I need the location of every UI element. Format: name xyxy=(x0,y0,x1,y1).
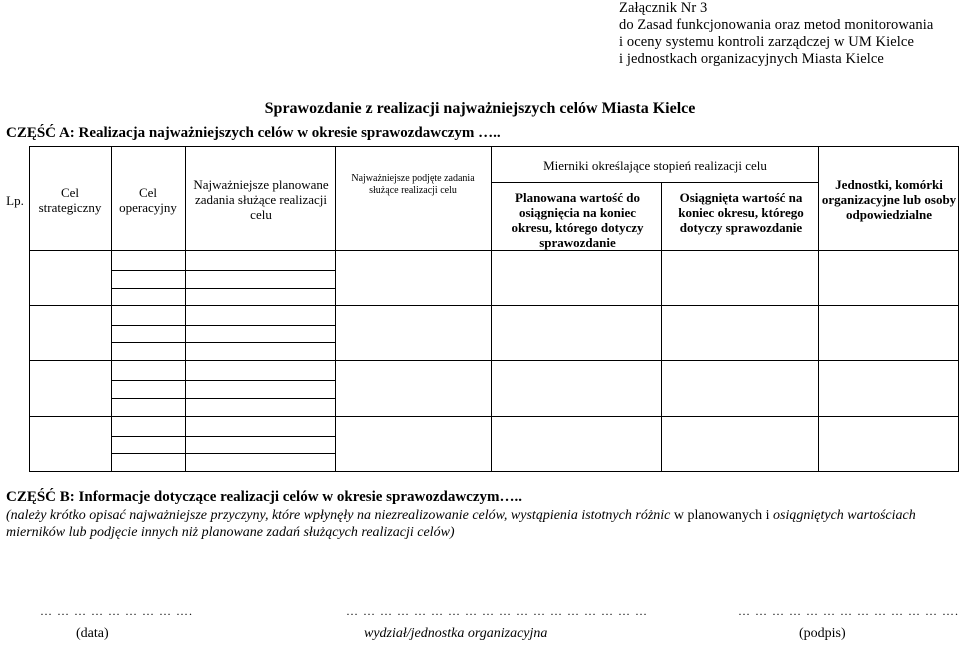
table-top-border xyxy=(29,146,959,147)
header-cel-strategiczny: Cel strategiczny xyxy=(38,185,102,215)
date-label: (data) xyxy=(76,626,109,641)
col-border xyxy=(491,146,492,472)
col-border xyxy=(111,146,112,472)
row-line xyxy=(111,453,335,454)
header-osiagnieta-wartosc: Osiągnięta wartość na koniec okresu, którego dotyczy sprawozdanie xyxy=(678,190,804,235)
row-line xyxy=(29,360,959,361)
table-bottom-border xyxy=(29,471,959,472)
part-a-title: CZĘŚĆ A: Realizacja najważniejszych celów w okresie sprawozdawczym ….. xyxy=(6,125,501,141)
unit-dots: … … … … … … … … … … … … … … … … … … xyxy=(346,604,648,618)
date-dots: … … … … … … … … …. xyxy=(40,604,193,618)
row-line xyxy=(29,416,959,417)
part-b-note xyxy=(6,507,956,541)
header-planowana-wartosc: Planowana wartość do osiągnięcia na koniec okresu, którego dotyczy sprawozdanie xyxy=(511,190,644,250)
col-border xyxy=(958,146,959,472)
header-jednostki: Jednostki, komórki organizacyjne lub osoby odpowiedzialne xyxy=(821,177,957,222)
header-podjete-zadania: Najważniejsze podjęte zadania służące realizacji celu xyxy=(351,173,475,196)
row-line xyxy=(29,305,959,306)
part-b-title: CZĘŚĆ B: Informacje dotyczące realizacji celów w okresie sprawozdawczym….. xyxy=(6,489,522,505)
annex-line-4: i jednostkach organizacyjnych Miasta Kielce xyxy=(619,51,884,67)
note-italic-2: osiągniętych wartościach mierników lub podjęcie innych niż planowane zadań służących realizacji celów) xyxy=(6,508,916,540)
row-line xyxy=(111,325,335,326)
annex-line-2: do Zasad funkcjonowania oraz metod monitorowania xyxy=(619,17,934,33)
signature-label: (podpis) xyxy=(799,626,846,641)
col-border xyxy=(818,146,819,472)
row-line xyxy=(111,436,335,437)
header-mierniki: Mierniki określające stopień realizacji celu xyxy=(543,158,767,173)
row-line xyxy=(111,288,335,289)
annex-line-3: i oceny systemu kontroli zarządczej w UM Kielce xyxy=(619,34,914,50)
row-line xyxy=(111,342,335,343)
col-border xyxy=(185,146,186,472)
row-line xyxy=(111,380,335,381)
row-line xyxy=(111,270,335,271)
signature-dots: … … … … … … … … … … … … …. xyxy=(738,604,959,618)
header-cel-operacyjny: Cel operacyjny xyxy=(119,185,177,215)
col-border xyxy=(29,146,30,472)
annex-header xyxy=(619,0,933,68)
header-planowane-zadania: Najważniejsze planowane zadania służące realizacji celu xyxy=(193,177,329,222)
annex-line-1: Załącznik Nr 3 xyxy=(619,0,708,16)
header-bottom-border xyxy=(29,250,959,251)
note-italic-1: (należy krótko opisać najważniejsze przyczyny, które wpłynęły na niezrealizowanie celów, wystąpienia istotnych różnic xyxy=(6,508,674,523)
report-title: Sprawozdanie z realizacji najważniejszych celów Miasta Kielce xyxy=(264,100,696,117)
unit-label: wydział/jednostka organizacyjna xyxy=(364,626,548,641)
row-line xyxy=(111,398,335,399)
header-lp: Lp. xyxy=(6,193,24,208)
col-border xyxy=(661,182,662,472)
note-plain-1: w planowanych i xyxy=(673,508,774,523)
mierniki-divider xyxy=(491,182,818,183)
col-border xyxy=(335,146,336,472)
